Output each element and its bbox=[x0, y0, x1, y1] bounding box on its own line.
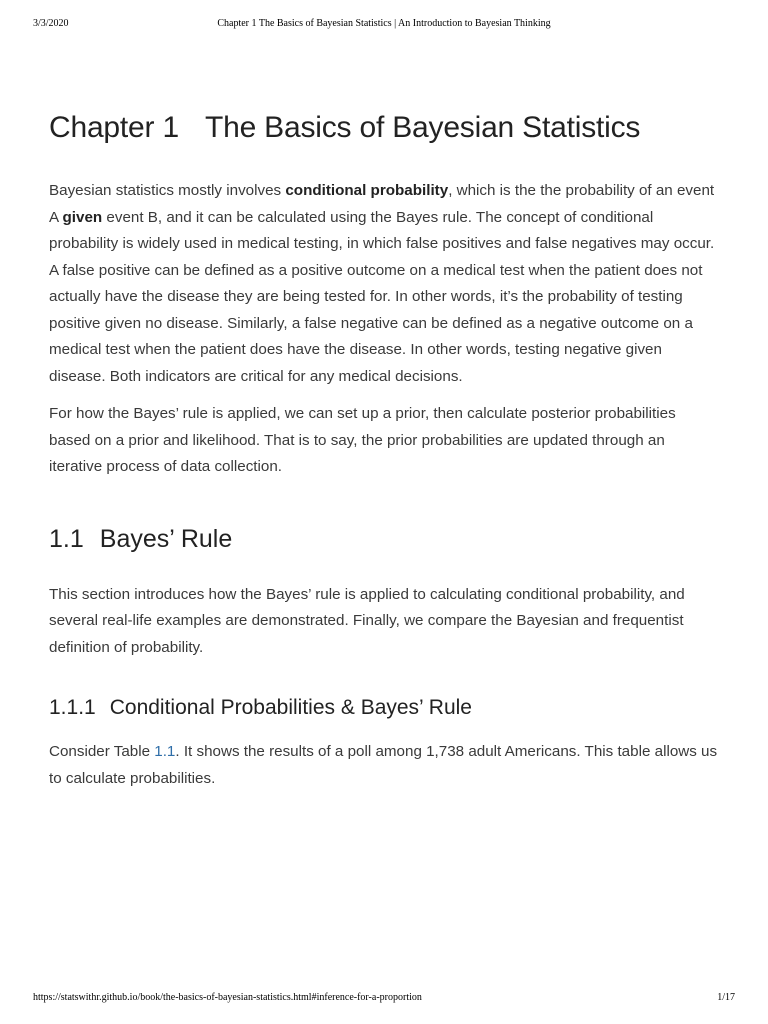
subsection-title: Conditional Probabilities & Bayes’ Rule bbox=[109, 696, 472, 719]
chapter-heading bbox=[49, 100, 721, 156]
print-url: https://statswithr.github.io/book/the-basics-of-bayesian-statistics.html#inference-for-a-proportion bbox=[33, 992, 422, 1003]
intro-paragraph bbox=[49, 178, 721, 390]
chapter-number: Chapter 1 bbox=[49, 111, 179, 144]
term-conditional-probability: conditional probability bbox=[285, 182, 449, 199]
subsection-paragraph bbox=[49, 739, 721, 792]
term-given: given bbox=[62, 208, 103, 226]
subsection-heading bbox=[49, 689, 721, 727]
section-title: Bayes’ Rule bbox=[99, 524, 233, 553]
document-body bbox=[49, 100, 721, 792]
print-page-title: Chapter 1 The Basics of Bayesian Statistics | An Introduction to Bayesian Thinking bbox=[217, 18, 551, 29]
intro-text-2: , which is the the probability of an event A bbox=[49, 182, 715, 226]
intro-text-1: Bayesian statistics mostly involves bbox=[49, 182, 286, 199]
print-page-number: 1/17 bbox=[717, 992, 735, 1003]
subsection-text-1: Consider Table bbox=[49, 743, 155, 760]
table-reference-link[interactable]: 1.1 bbox=[154, 743, 176, 760]
subsection-text-2: . It shows the results of a poll among 1,738 adult Americans. This table allows us to calculate probabilities. bbox=[49, 743, 718, 787]
section-number: 1.1 bbox=[49, 524, 84, 553]
section-heading bbox=[49, 517, 721, 561]
print-date: 3/3/2020 bbox=[33, 18, 69, 29]
bayes-rule-paragraph: For how the Bayes’ rule is applied, we can set up a prior, then calculate posterior probabilities based on a prior and likelihood. That is to say, the prior probabilities are updated through an iterative process of data collection. bbox=[49, 405, 676, 475]
intro-text-3: event B, and it can be calculated using the Bayes rule. The concept of conditional probability is widely used in medical testing, in which false positives and false negatives may occur. A false positive can be defined as a positive outcome on a medical test when the patient does not actually have the disease they are being tested for. In other words, it’s the probability of testing positive given no disease. Similarly, a false negative can be defined as a negative outcome on a medical test when the patient does have the disease. In other words, testing negative given disease. Both indicators are critical for any medical decisions. bbox=[49, 208, 715, 385]
subsection-number: 1.1.1 bbox=[49, 696, 96, 719]
section-paragraph: This section introduces how the Bayes’ rule is applied to calculating conditional probability, and several real-life examples are demonstrated. Finally, we compare the Bayesian and frequentist definition of probability. bbox=[49, 585, 685, 656]
chapter-title: The Basics of Bayesian Statistics bbox=[204, 111, 641, 144]
print-footer bbox=[33, 992, 735, 1006]
print-header bbox=[33, 18, 735, 32]
